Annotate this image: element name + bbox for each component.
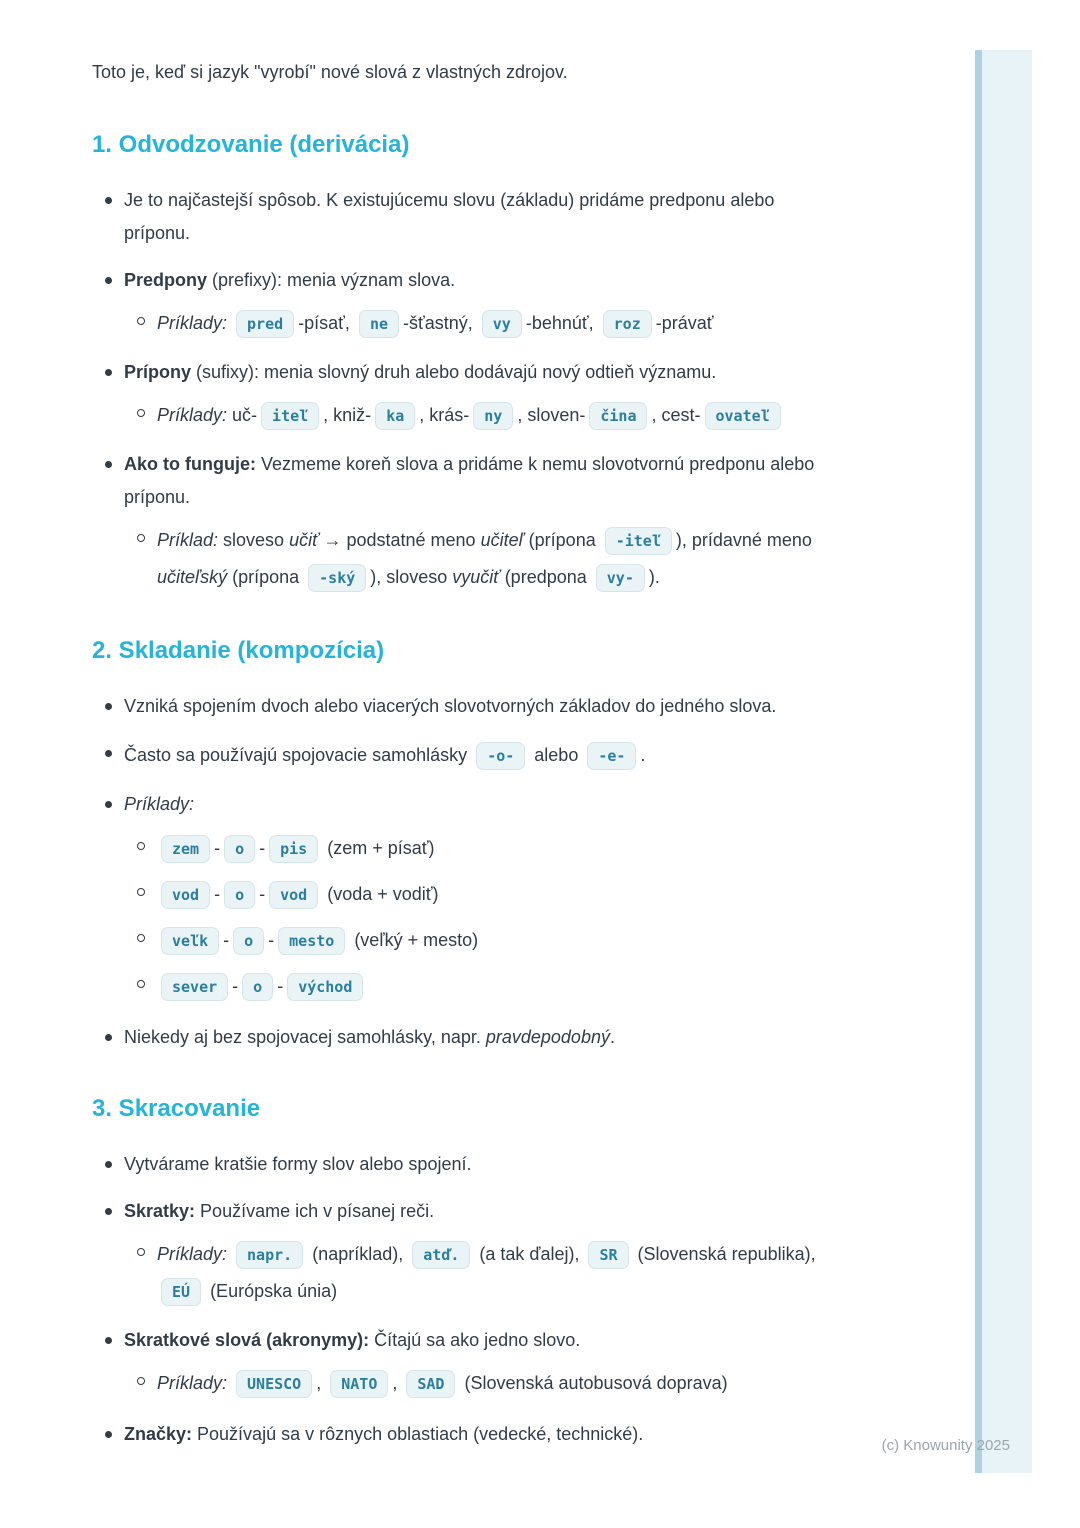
text-run: Príklady: <box>157 1373 233 1393</box>
intro-paragraph <box>92 56 840 89</box>
bullet-item <box>105 737 832 774</box>
code-chip: -iteľ <box>605 527 672 555</box>
text-run: -šťastný, <box>403 313 478 333</box>
sub-bullet-item <box>137 830 832 867</box>
code-chip: atď. <box>412 1241 470 1269</box>
bullet-icon <box>105 1431 112 1438</box>
text-run: ). <box>648 567 660 587</box>
bullet-item <box>105 448 832 514</box>
sub-bullet-text <box>157 968 367 1005</box>
bullet-text <box>124 448 832 514</box>
text-run: ), prídavné meno <box>675 530 812 550</box>
sub-bullet-text <box>157 1365 728 1402</box>
code-chip: -o- <box>476 742 525 770</box>
text-run: Používame ich v písanej reči. <box>195 1201 435 1221</box>
text-run: - <box>232 976 239 996</box>
bullet-text <box>124 1418 643 1451</box>
bullet-text <box>124 690 776 723</box>
text-run: (veľký + mesto) <box>349 930 479 950</box>
text-run: -právať <box>655 313 714 333</box>
text-run: Toto je, keď si jazyk "vyrobí" nové slová z vlastných zdrojov. <box>92 62 568 82</box>
text-run: , kniž- <box>323 405 372 425</box>
sub-bullet-icon <box>137 980 145 988</box>
text-run: (zem + písať) <box>322 838 435 858</box>
text-run: Príklady: <box>124 794 195 814</box>
bullet-text <box>124 737 645 774</box>
text-run: , krás- <box>419 405 470 425</box>
text-run: Prípony <box>124 362 192 382</box>
text-run: (Slovenská republika), <box>632 1244 816 1264</box>
text-run: alebo <box>529 745 584 765</box>
text-run: (prípona <box>523 530 601 550</box>
code-chip: -ský <box>308 564 366 592</box>
text-run: , sloven- <box>517 405 586 425</box>
text-run: Často sa používajú spojovacie samohlásky <box>124 745 473 765</box>
text-run: Je to najčastejší spôsob. K existujúcemu slovu (základu) pridáme predponu alebo príponu. <box>124 190 775 243</box>
sub-bullet-icon <box>137 317 145 325</box>
text-run: učiť <box>289 530 319 550</box>
code-chip: vy- <box>596 564 645 592</box>
code-chip: ne <box>359 310 399 338</box>
bullet-text <box>124 1148 471 1181</box>
text-run: Skratky: <box>124 1201 196 1221</box>
text-run: sloveso <box>218 530 290 550</box>
bullet-item <box>105 1324 832 1357</box>
code-chip: o <box>224 881 255 909</box>
code-chip: UNESCO <box>236 1370 312 1398</box>
sub-bullet-text <box>157 830 435 867</box>
code-chip: ny <box>473 402 513 430</box>
text-run: Príklady: <box>157 313 233 333</box>
bullet-icon <box>105 277 112 284</box>
text-run: (Slovenská autobusová doprava) <box>459 1373 728 1393</box>
sub-bullet-icon <box>137 1377 145 1385</box>
code-chip: vod <box>269 881 318 909</box>
bullet-icon <box>105 461 112 468</box>
code-chip: východ <box>287 973 363 1001</box>
text-run: . <box>609 1027 615 1047</box>
code-chip: napr. <box>236 1241 303 1269</box>
text-run: (napríklad), <box>307 1244 409 1264</box>
section-1-heading: 1. Odvodzovanie (derivácia) <box>92 131 410 158</box>
text-run: Vytvárame kratšie formy slov alebo spojení. <box>124 1154 472 1174</box>
bullet-item <box>105 690 832 723</box>
code-chip: roz <box>603 310 652 338</box>
code-chip: o <box>233 927 264 955</box>
text-run: Príklady: <box>157 405 233 425</box>
sub-bullet-text <box>157 1236 832 1310</box>
text-run: Používajú sa v rôznych oblastiach (vedecké, technické). <box>192 1424 644 1444</box>
text-run: Ako to funguje: <box>124 454 256 474</box>
sub-bullet-item <box>137 968 832 1005</box>
bullet-text <box>124 356 716 389</box>
section-3-heading: 3. Skracovanie <box>92 1095 261 1122</box>
code-chip: sever <box>161 973 228 1001</box>
text-run: Skratkové slová (akronymy): <box>124 1330 370 1350</box>
code-chip: o <box>224 835 255 863</box>
text-run: - <box>214 884 221 904</box>
code-chip: vod <box>161 881 210 909</box>
bullet-item <box>105 1195 832 1228</box>
bullet-icon <box>105 703 112 710</box>
bullet-icon <box>105 801 112 808</box>
sub-bullet-item <box>137 1365 832 1402</box>
code-chip: SAD <box>406 1370 455 1398</box>
text-run: (voda + vodiť) <box>322 884 439 904</box>
code-chip: mesto <box>278 927 345 955</box>
code-chip: -e- <box>587 742 636 770</box>
bullet-text <box>124 788 194 821</box>
code-chip: ka <box>375 402 415 430</box>
code-chip: SR <box>588 1241 628 1269</box>
bullet-item <box>105 264 832 297</box>
bullet-icon <box>105 1161 112 1168</box>
code-chip: veľk <box>161 927 219 955</box>
code-chip: vy <box>482 310 522 338</box>
text-run: -písať, <box>298 313 355 333</box>
page-margin-stripe-panel <box>982 50 1032 1473</box>
sub-bullet-text <box>157 522 832 596</box>
code-chip: EÚ <box>161 1278 201 1306</box>
text-run: (prefixy): menia význam slova. <box>207 270 456 290</box>
text-run: Vezmeme koreň slova a pridáme k nemu slovotvornú predponu alebo príponu. <box>124 454 815 507</box>
text-run: Príklady: <box>157 1244 233 1264</box>
text-run: pravdepodobný <box>485 1027 610 1047</box>
text-run: - <box>259 838 266 858</box>
section-2-heading: 2. Skladanie (kompozícia) <box>92 637 385 664</box>
page-margin-stripe <box>975 50 1032 1473</box>
sub-bullet-text <box>157 876 439 913</box>
sub-bullet-icon <box>137 1248 145 1256</box>
bullet-text <box>124 184 832 250</box>
text-run: Značky: <box>124 1424 193 1444</box>
bullet-icon <box>105 1337 112 1344</box>
text-run: , cest- <box>651 405 701 425</box>
copyright-watermark: (c) Knowunity 2025 <box>881 1437 1010 1454</box>
text-run: Predpony <box>124 270 208 290</box>
sub-bullet-item <box>137 522 832 596</box>
bullet-text <box>124 1021 615 1054</box>
code-chip: pred <box>236 310 294 338</box>
text-run: (predpona <box>499 567 592 587</box>
text-run: - <box>277 976 284 996</box>
code-chip: ovateľ <box>705 402 781 430</box>
text-run: Čítajú sa ako jedno slovo. <box>369 1330 581 1350</box>
page-margin-stripe-line <box>975 50 982 1473</box>
text-run: -behnúť, <box>525 313 599 333</box>
text-run: (prípona <box>227 567 305 587</box>
text-run: uč- <box>232 405 258 425</box>
sub-bullet-text <box>157 305 714 342</box>
bullet-text <box>124 1324 580 1357</box>
sub-bullet-item <box>137 922 832 959</box>
bullet-item <box>105 1418 832 1451</box>
text-run: učiteľ <box>480 530 524 550</box>
text-run: (sufixy): menia slovný druh alebo dodávajú nový odtieň významu. <box>191 362 717 382</box>
sub-bullet-item <box>137 1236 832 1310</box>
sub-bullet-item <box>137 876 832 913</box>
text-run: Príklad: <box>157 530 219 550</box>
sub-bullet-item <box>137 397 832 434</box>
code-chip: čina <box>589 402 647 430</box>
text-run: učiteľský <box>157 567 228 587</box>
code-chip: pis <box>269 835 318 863</box>
sub-bullet-icon <box>137 842 145 850</box>
text-run: . <box>640 745 646 765</box>
text-run: → podstatné meno <box>318 530 481 550</box>
bullet-item <box>105 184 832 250</box>
sub-bullet-item <box>137 305 832 342</box>
code-chip: iteľ <box>261 402 319 430</box>
text-run: - <box>214 838 221 858</box>
code-chip: o <box>242 973 273 1001</box>
bullet-icon <box>105 750 112 757</box>
code-chip: zem <box>161 835 210 863</box>
bullet-item <box>105 788 832 821</box>
sub-bullet-icon <box>137 888 145 896</box>
code-chip: NATO <box>330 1370 388 1398</box>
text-run: - <box>268 930 275 950</box>
bullet-item <box>105 356 832 389</box>
text-run: , <box>392 1373 403 1393</box>
sub-bullet-text <box>157 922 478 959</box>
bullet-icon <box>105 1208 112 1215</box>
bullet-item <box>105 1021 832 1054</box>
text-run: - <box>223 930 230 950</box>
sub-bullet-icon <box>137 534 145 542</box>
text-run: (Európska únia) <box>205 1281 338 1301</box>
text-run: , <box>316 1373 327 1393</box>
text-run: vyučiť <box>452 567 500 587</box>
sub-bullet-icon <box>137 934 145 942</box>
sub-bullet-icon <box>137 409 145 417</box>
text-run: (a tak ďalej), <box>474 1244 585 1264</box>
bullet-item <box>105 1148 832 1181</box>
bullet-text <box>124 264 455 297</box>
bullet-icon <box>105 197 112 204</box>
sub-bullet-text <box>157 397 785 434</box>
text-run: - <box>259 884 266 904</box>
bullet-icon <box>105 1034 112 1041</box>
text-run: Niekedy aj bez spojovacej samohlásky, napr. <box>124 1027 486 1047</box>
text-run: Vzniká spojením dvoch alebo viacerých slovotvorných základov do jedného slova. <box>124 696 777 716</box>
bullet-text <box>124 1195 434 1228</box>
text-run: ), sloveso <box>370 567 453 587</box>
bullet-icon <box>105 369 112 376</box>
